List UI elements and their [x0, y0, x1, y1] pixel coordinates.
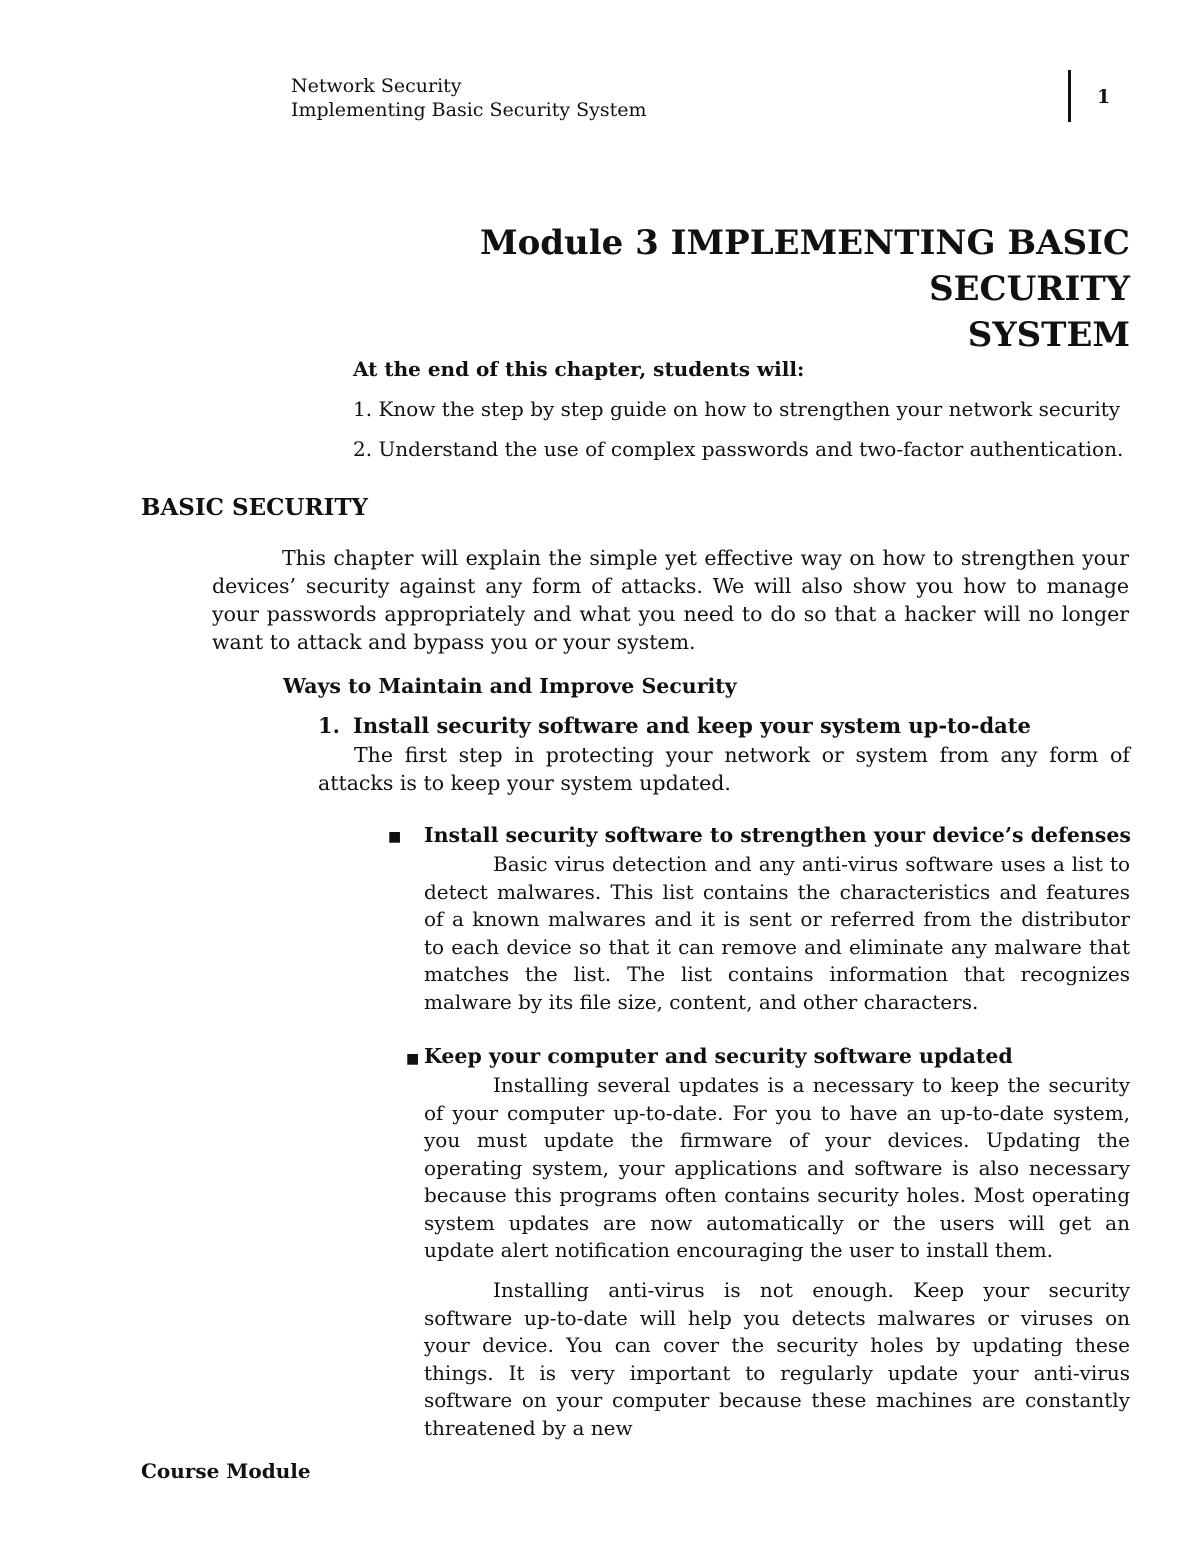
intro-paragraph: This chapter will explain the simple yet effective way on how to strengthen your devices’ security against any form of attacks. We will also show you how to manage your passwords appropriately and what you need to do so that a hacker will no longer want to attack and bypass you or your system.	[212, 546, 1129, 654]
ways-heading: Ways to Maintain and Improve Security	[283, 674, 737, 698]
objectives-heading: At the end of this chapter, students will:	[353, 357, 805, 381]
module-title-line-2: SYSTEM	[967, 315, 1130, 355]
header-course: Network Security	[291, 75, 462, 97]
step-1-title	[318, 713, 1031, 738]
learning-objectives	[353, 354, 1143, 474]
step-1-title-text: Install security software and keep your system up-to-date	[353, 713, 1031, 738]
running-header	[291, 74, 647, 122]
objective-item: 1. Know the step by step guide on how to strengthen your network security	[353, 397, 1121, 421]
bullet-2-paragraph-1: Installing several updates is a necessary to keep the security of your computer up-to-date. For you to have an up-to-date system, you must update the firmware of your devices. Updating the operating system, your applications and software is also necessary because this programs often contains security holes. Most operating system updates are now automatically or the users will get an update alert notification encouraging the user to install them.	[424, 1073, 1130, 1262]
section-heading: BASIC SECURITY	[141, 494, 368, 521]
objective-item: 2. Understand the use of complex passwords and two-factor authentication.	[353, 437, 1124, 461]
footer-label: Course Module	[141, 1459, 311, 1483]
bullet-1-paragraph: Basic virus detection and any anti-virus software uses a list to detect malwares. This list contains the characteristics and features of a known malwares and it is sent or referred from the distributor to each device so that it can remove and eliminate any malware that matches the list. The list contains information that recognizes malware by its file size, content, and other characters.	[424, 852, 1130, 1014]
module-title-line-1: Module 3 IMPLEMENTING BASIC SECURITY	[479, 223, 1130, 309]
module-title	[380, 220, 1130, 358]
step-1-body: The first step in protecting your network or system from any form of attacks is to keep your system updated.	[318, 743, 1130, 795]
square-bullet-icon: ■	[406, 1051, 420, 1067]
bullet-2-paragraph-2: Installing anti-virus is not enough. Keep your security software up-to-date will help you detects malwares or viruses on your device. You can cover the security holes by updating these things. It is very important to regularly update your anti-virus software on your computer because these machines are constantly threatened by a new	[424, 1278, 1130, 1440]
bullet-2-title: Keep your computer and security software updated	[424, 1044, 1013, 1068]
header-divider	[1068, 70, 1071, 122]
header-subtitle: Implementing Basic Security System	[291, 99, 647, 121]
page-number: 1	[1097, 86, 1111, 108]
step-1-number: 1.	[318, 713, 340, 738]
square-bullet-icon: ■	[388, 829, 402, 845]
bullet-1-title: Install security software to strengthen your device’s defenses	[424, 823, 1131, 847]
